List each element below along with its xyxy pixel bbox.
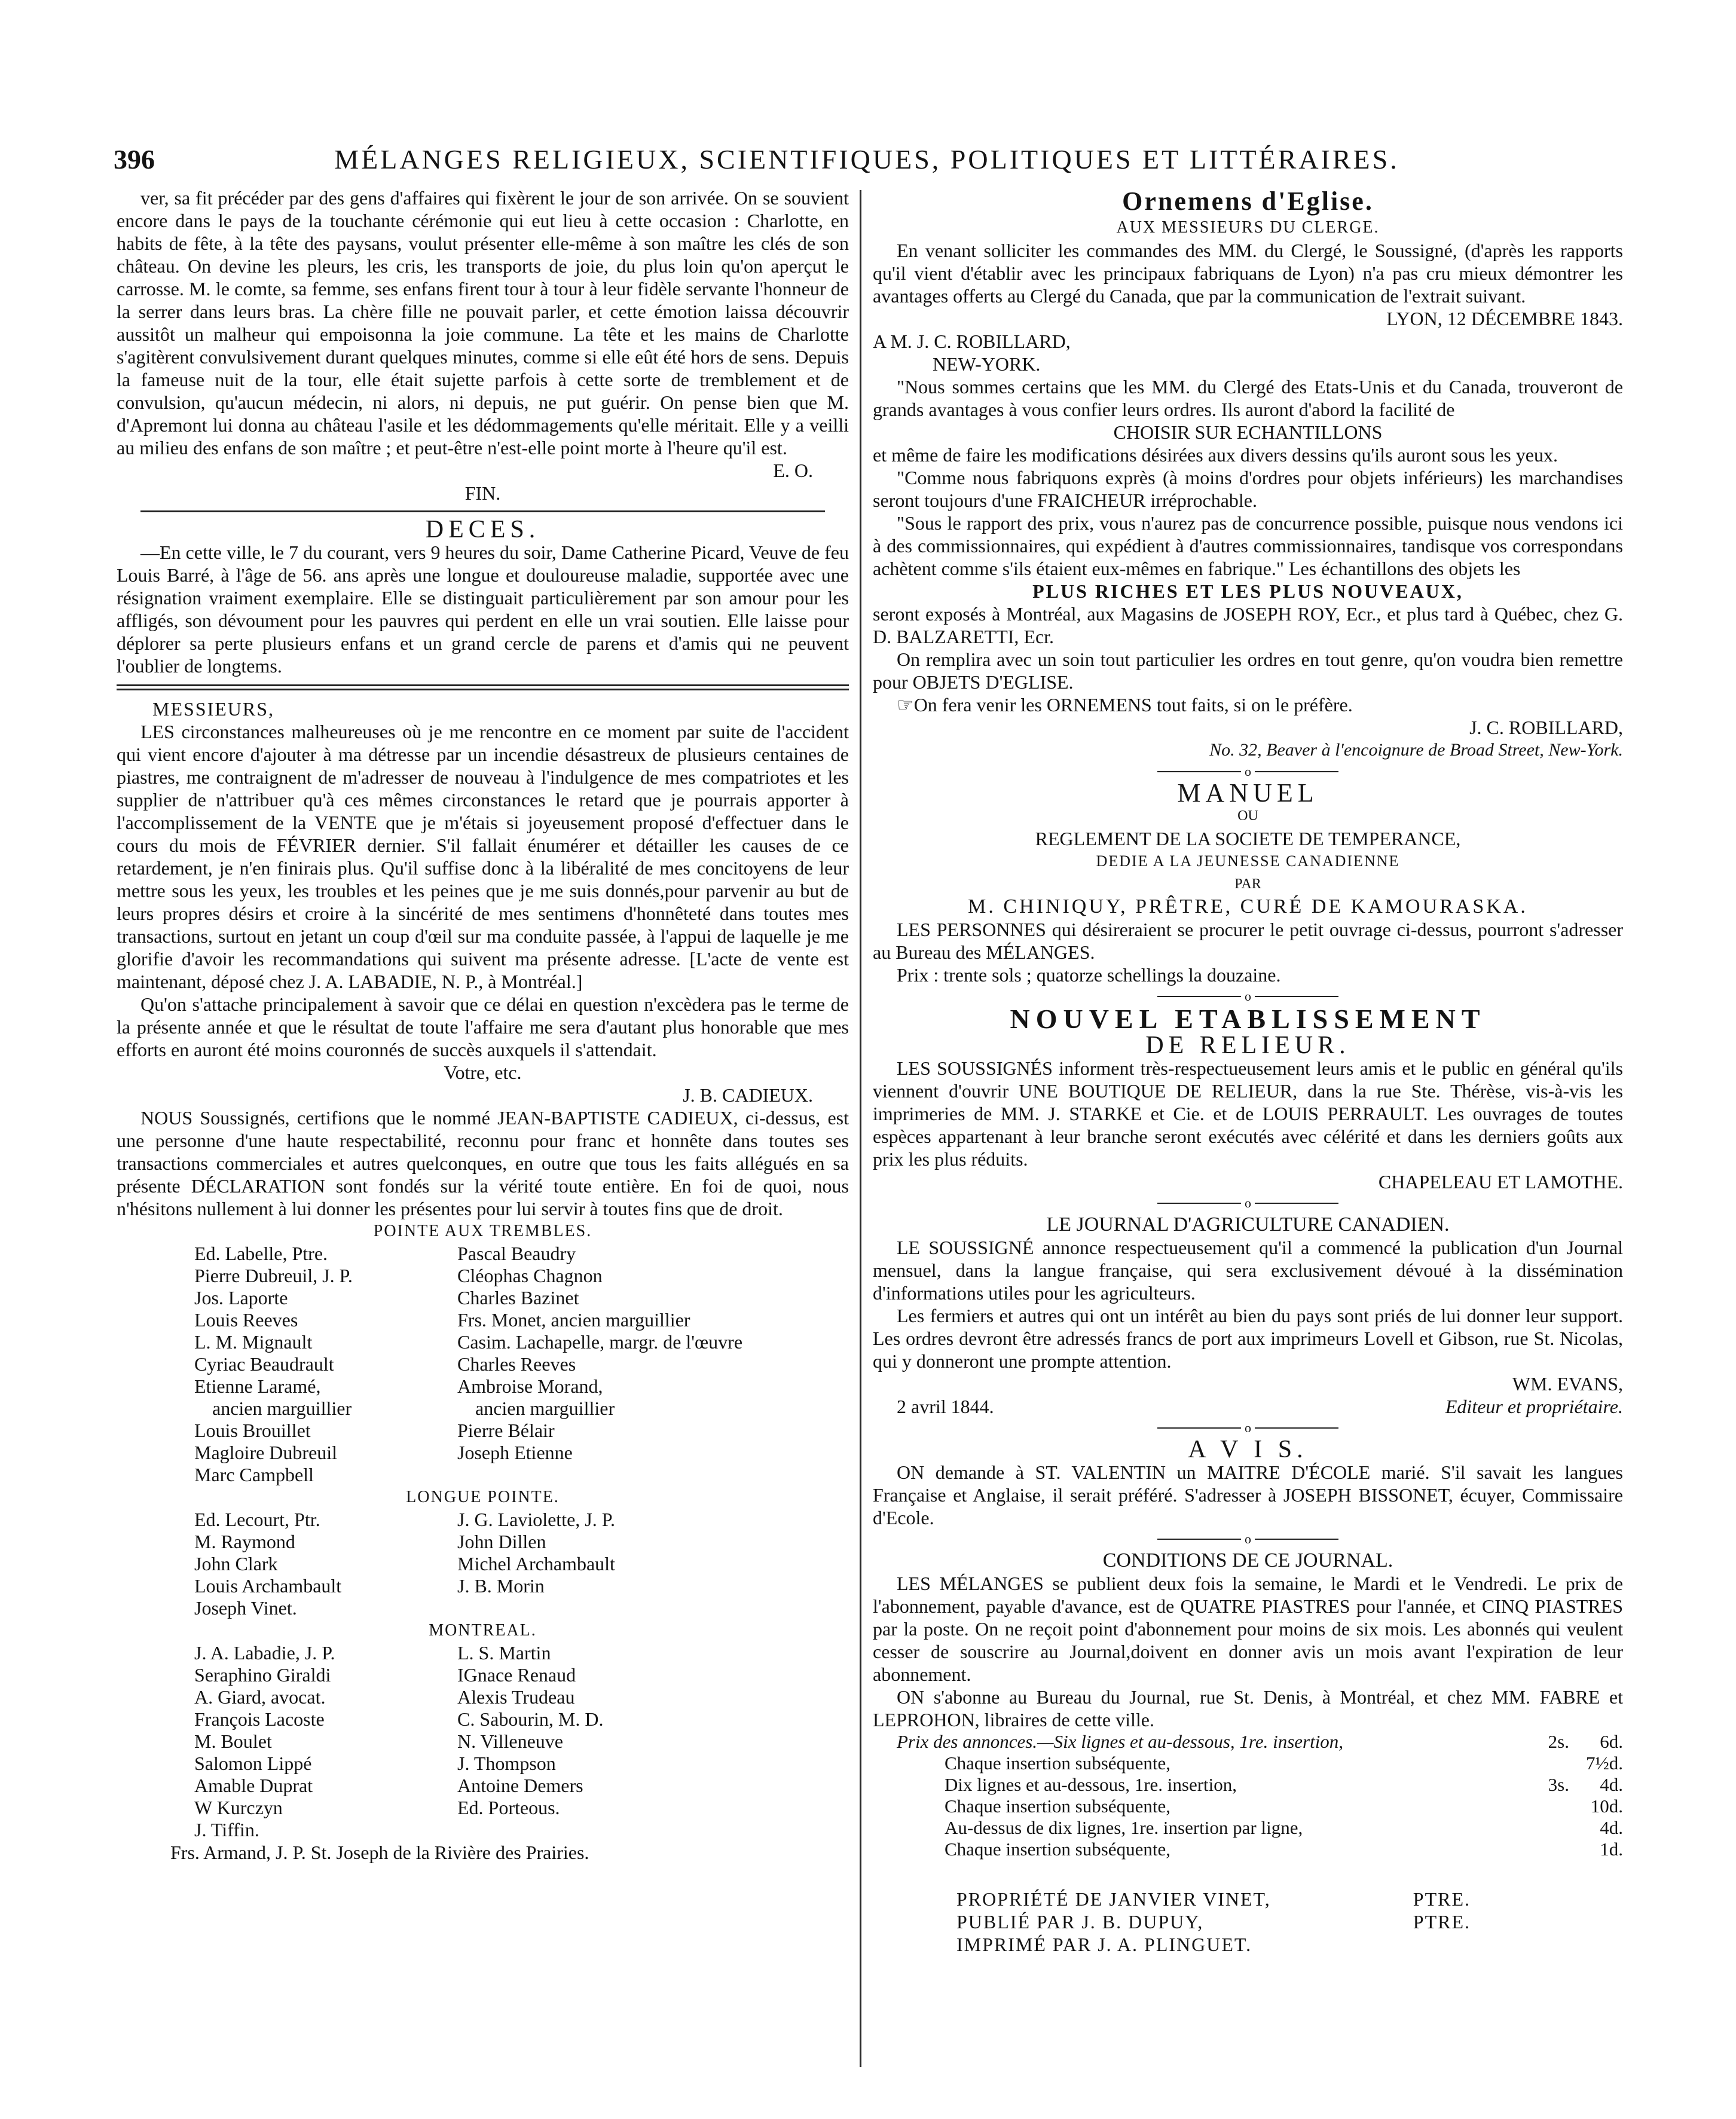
ornemens-title: Ornemens d'Eglise. <box>1122 186 1374 216</box>
ornemens-address: No. 32, Beaver à l'encoignure de Broad Street, New-York. <box>1209 740 1623 760</box>
name-entry: M. Raymond <box>194 1531 295 1552</box>
footer-signatory: Frs. Armand, J. P. St. Joseph de la Rivière des Prairies. <box>170 1842 589 1863</box>
page-header <box>114 143 1620 191</box>
manuel-title: MANUEL <box>1177 778 1319 808</box>
imprint-text: PUBLIÉ PAR J. B. DUPUY, <box>956 1911 1204 1933</box>
conditions-p1: LES MÉLANGES se publient deux fois la semaine, le Mardi et le Vendredi. Le prix de l'abonnement, payable d'avance, est de QUATRE PIASTRES pour l'année, et CINQ PIASTRES par la poste. On ne reçoit point d'abonnement pour moins de six mois. Les abonnés qui veulent cesser de souscrire au Journal,doivent en donner avis un mois avant l'expiration de leur abonnement. <box>873 1573 1623 1685</box>
name-entry: Pierre Dubreuil, J. P. <box>194 1265 353 1286</box>
manuel-notice: LES PERSONNES qui désireraient se procurer le petit ouvrage ci-dessus, pourront s'adresser au Bureau des MÉLANGES. <box>873 919 1623 963</box>
name-entry: Alexis Trudeau <box>457 1686 575 1708</box>
name-entry: IGnace Renaud <box>457 1664 576 1686</box>
name-entry: Charles Bazinet <box>457 1287 579 1308</box>
conditions-p2: ON s'abonne au Bureau du Journal, rue St. Denis, à Montréal, et chez MM. FABRE et LEPROHON, libraires de cette ville. <box>873 1686 1623 1730</box>
name-entry: Seraphino Giraldi <box>194 1664 331 1686</box>
relieur-subtitle: DE RELIEUR. <box>1145 1032 1350 1059</box>
name-entry <box>457 1819 849 1841</box>
story-signature: E. O. <box>773 460 813 481</box>
ornemens-caps: CHOISIR SUR ECHANTILLONS <box>1113 421 1383 443</box>
avis-title: A V I S. <box>1188 1436 1308 1463</box>
manuel-line-2: DEDIE A LA JEUNESSE CANADIENNE <box>1096 852 1400 870</box>
ornament-rule: o <box>873 989 1623 1004</box>
journal-agri-date: 2 avril 1844. <box>897 1396 994 1417</box>
name-entry: Charles Reeves <box>457 1353 576 1375</box>
ornemens-signature: J. C. ROBILLARD, <box>1469 717 1623 738</box>
ornemens-quote-3: "Comme nous fabriquons exprès (à moins d'ordres pour objets inférieurs) les marchandises seront toujours d'une FRAICHEUR irréprochable. <box>873 467 1623 511</box>
name-entry: François Lacoste <box>194 1708 325 1730</box>
ornemens-subtitle: AUX MESSIEURS DU CLERGE. <box>1116 218 1380 237</box>
rate-label: Prix des annonces.—Six lignes et au-dessous, 1re. insertion, <box>897 1731 1344 1752</box>
name-entry: Cyriac Beaudrault <box>194 1353 334 1375</box>
name-entry: John Dillen <box>457 1531 546 1552</box>
name-entry: Cléophas Chagnon <box>457 1265 603 1286</box>
section-rule <box>140 510 825 512</box>
left-column <box>117 186 849 2076</box>
imprint-title: PTRE. <box>1413 1911 1471 1933</box>
manuel-line-1: REGLEMENT DE LA SOCIETE DE TEMPERANCE, <box>1035 828 1461 849</box>
column-divider <box>860 190 861 2067</box>
name-entry: Michel Archambault <box>457 1553 615 1574</box>
name-entry: Jos. Laporte <box>194 1287 288 1308</box>
rate-pence: 10d. <box>1590 1796 1623 1817</box>
name-entry <box>457 1597 849 1619</box>
names-longue-pointe <box>194 1509 849 1619</box>
name-entry: John Clark <box>194 1553 278 1574</box>
advert-rates-table <box>897 1731 1623 1860</box>
name-entry: Joseph Etienne <box>457 1442 573 1463</box>
rate-shillings: 2s. <box>1548 1731 1569 1752</box>
rate-label: Chaque insertion subséquente, <box>945 1839 1170 1860</box>
rate-pence: 4d. <box>1600 1774 1623 1795</box>
name-entry: L. S. Martin <box>457 1642 551 1664</box>
name-entry: J. Tiffin. <box>194 1819 259 1840</box>
manuel-ou: OU <box>1237 808 1258 824</box>
ornemens-quote-1: "Nous sommes certains que les MM. du Clergé des Etats-Unis et du Canada, trouveront de grands avantages à vous confier leurs ordres. Ils auront d'abord la facilité de <box>873 376 1623 420</box>
name-entry: Magloire Dubreuil <box>194 1442 338 1463</box>
rate-pence: 6d. <box>1600 1731 1623 1752</box>
name-entry: J. G. Laviolette, J. P. <box>457 1509 615 1530</box>
ornemens-quote-2: et même de faire les modifications désirées aux divers dessins qu'ils auront sous les yeux. <box>873 444 1558 466</box>
name-entry: Casim. Lachapelle, margr. de l'œuvre <box>457 1331 743 1353</box>
page-number: 396 <box>114 144 155 175</box>
rate-shillings: 3s. <box>1548 1774 1569 1795</box>
manuel-price: Prix : trente sols ; quatorze schellings la douzaine. <box>897 964 1281 986</box>
imprint <box>956 1888 1471 1956</box>
group-title-pointe: POINTE AUX TREMBLES. <box>373 1222 592 1240</box>
imprint-text: IMPRIMÉ PAR J. A. PLINGUET. <box>956 1934 1252 1955</box>
rate-label: Chaque insertion subséquente, <box>945 1796 1170 1817</box>
manuel-par: PAR <box>1234 876 1261 892</box>
name-entry: Frs. Monet, ancien marguillier <box>457 1309 690 1331</box>
name-entry: Pierre Bélair <box>457 1420 555 1441</box>
ornemens-exposes: seront exposés à Montréal, aux Magasins de JOSEPH ROY, Ecr., et plus tard à Québec, chez G. D. BALZARETTI, Ecr. <box>873 603 1623 647</box>
imprint-line <box>956 1888 1471 1910</box>
ornament-rule: o <box>873 1420 1623 1436</box>
right-column <box>873 186 1623 2076</box>
ornament-rule: o <box>873 1195 1623 1211</box>
relieur-signature: CHAPELEAU ET LAMOTHE. <box>1378 1171 1623 1192</box>
ornament-rule: o <box>873 764 1623 779</box>
rate-pence: 4d. <box>1600 1817 1623 1838</box>
deces-notice: —En cette ville, le 7 du courant, vers 9 heures du soir, Dame Catherine Picard, Veuve de feu Louis Barré, à l'âge de 56. ans après une longue et douloureuse maladie, supportée avec une résignation vraiment exemplaire. Elle se distinguait particulièrement par son amour pour les affligés, son dévoument pour les pauvres qui perdent en elle un vrai soutien. Elle laisse pour déplorer sa perte plusieurs enfans et un grand cercle de parens et d'amis qui ne peuvent l'oublier de longtems. <box>117 542 849 677</box>
journal-agri-p1: LE SOUSSIGNÉ annonce respectueusement qu'il a commencé la publication d'un Journal mensuel, dans la langue française, qui sera exclusivement dévoué à la dissémination d'informations utiles pour les agriculteurs. <box>873 1237 1623 1304</box>
certificate: NOUS Soussignés, certifions que le nommé JEAN-BAPTISTE CADIEUX, ci-dessus, est une personne d'une haute respectabilité, reconnu pour franc et honnête dans toutes ses transactions commerciales et autres quelconques, en outre que tous les faits allégués en sa présente DÉCLARATION sont fondés sur la vérité toute entière. En foi de quoi, nous n'hésitons nullement à lui donner les présentes pour lui servir à toutes fins que de droit. <box>117 1107 849 1219</box>
name-entry: ancien marguillier <box>212 1398 352 1419</box>
relieur-title: NOUVEL ETABLISSEMENT <box>1010 1004 1486 1034</box>
journal-title: MÉLANGES RELIGIEUX, SCIENTIFIQUES, POLITIQUES ET LITTÉRAIRES. <box>334 144 1399 175</box>
ornemens-plus-riches: PLUS RICHES ET LES PLUS NOUVEAUX, <box>1032 580 1463 602</box>
name-entry: Etienne Laramé, <box>194 1375 321 1397</box>
letter-paragraph-2: Qu'on s'attache principalement à savoir que ce délai en question n'excèdera pas le terme de la présente année et que le résultat de toute l'affaire me sera d'autant plus honorable que mes efforts en auront été moins couronnés de succès auxquels il s'attendait. <box>117 993 849 1060</box>
name-entry: Antoine Demers <box>457 1775 583 1796</box>
imprint-title: PTRE. <box>1413 1888 1471 1910</box>
journal-agri-title: LE JOURNAL D'AGRICULTURE CANADIEN. <box>1046 1213 1450 1236</box>
name-entry: Louis Brouillet <box>194 1420 311 1441</box>
name-entry <box>457 1464 849 1486</box>
name-entry: Louis Archambault <box>194 1575 342 1597</box>
names-pointe <box>194 1243 849 1486</box>
address-line-2: NEW-YORK. <box>933 353 1041 375</box>
name-entry: Amable Duprat <box>194 1775 313 1796</box>
name-entry: J. A. Labadie, J. P. <box>194 1642 335 1664</box>
ornament-rule: o <box>873 1531 1623 1547</box>
name-entry: J. Thompson <box>457 1753 556 1774</box>
name-entry: Ed. Porteous. <box>457 1797 560 1818</box>
name-entry: Marc Campbell <box>194 1464 314 1485</box>
ornemens-ordres: On remplira avec un soin tout particulier les ordres en tout genre, qu'on voudra bien remettre pour OBJETS D'EGLISE. <box>873 649 1623 693</box>
ornemens-quote-4: "Sous le rapport des prix, vous n'aurez pas de concurrence possible, puisque nous vendons ici à des commissionnaires, qui expédient à d'autres commissionnaires, tandisque vos correspondans achètent comme s'ils étaient eux-mêmes en fabrique." Les échantillons des objets les <box>873 512 1623 579</box>
name-entry: N. Villeneuve <box>457 1730 563 1752</box>
story-ending: ver, sa fit précéder par des gens d'affaires qui fixèrent le jour de son arrivée. On se souvient encore dans le pays de la touchante cérémonie qui eut lieu à cette occasion : Charlotte, en habits de fête, à la tête des paysans, voulut présenter elle-même à son maître les clés de son château. On devine les pleurs, les cris, les transports de joie, du plus loin qu'on aperçut le carrosse. M. le comte, sa femme, ses enfans firent tour à tour à leur fidèle servante l'honneur de la serrer dans leurs bras. La chère fille ne pouvait parler, et cette émotion laissa découvrir aussitôt un malheur qui empoisonna la joie commune. La tête et les mains de Charlotte s'agitèrent convulsivement durant quelques minutes, comme si elle eût été hors de sens. Depuis la fameuse nuit de la tour, elle était sujette parfois à cette sorte de tremblement et de convulsion, qu'aucun médecin, ni alors, ni depuis, ne put guérir. On pense bien que M. d'Apremont lui donna au château l'asile et les dédommagements qu'elle méritait. Elle y a veilli au milieu des enfans de son maître ; et peut-être n'est-elle point morte à l'heure qu'il est. <box>117 187 849 458</box>
avis-notice: ON demande à ST. VALENTIN un MAITRE D'ÉCOLE marié. S'il savait les langues Française et Anglaise, il serait préféré. S'adresser à JOSEPH BISSONET, écuyer, Commissaire d'Ecole. <box>873 1461 1623 1528</box>
names-montreal <box>194 1642 849 1841</box>
fin-mark: FIN. <box>464 482 501 504</box>
ornemens-note: ☞On fera venir les ORNEMENS tout faits, si on le préfère. <box>897 694 1353 715</box>
journal-agri-signature: WM. EVANS, <box>1512 1373 1623 1395</box>
rate-shillings <box>1515 1817 1569 1839</box>
name-entry: M. Boulet <box>194 1730 272 1752</box>
rate-pence: 1d. <box>1600 1839 1623 1860</box>
name-entry: Pascal Beaudry <box>457 1243 576 1264</box>
name-entry: Ed. Labelle, Ptre. <box>194 1243 328 1264</box>
rate-label: Au-dessus de dix lignes, 1re. insertion par ligne, <box>945 1817 1303 1838</box>
rate-shillings <box>1515 1839 1569 1860</box>
name-entry: ancien marguillier <box>475 1398 615 1419</box>
name-entry: W Kurczyn <box>194 1797 283 1818</box>
imprint-text: PROPRIÉTÉ DE JANVIER VINET, <box>956 1888 1271 1910</box>
relieur-notice: LES SOUSSIGNÉS informent très-respectueusement leurs amis et le public en général qu'ils viennent d'ouvrir UNE BOUTIQUE DE RELIEUR, dans la rue Ste. Thérèse, vis-à-vis les imprimeries de MM. J. STARKE et Cie. et de LOUIS PERRAULT. Les ouvrages de toutes espèces appartenant à leur branche seront exécutés avec célérité et dans les derniers goûts aux prix les plus réduits. <box>873 1057 1623 1170</box>
name-entry: Salomon Lippé <box>194 1753 312 1774</box>
name-entry: C. Sabourin, M. D. <box>457 1708 604 1730</box>
name-entry: Ed. Lecourt, Ptr. <box>194 1509 320 1530</box>
name-entry: J. B. Morin <box>457 1575 545 1597</box>
name-entry: Louis Reeves <box>194 1309 298 1331</box>
conditions-title: CONDITIONS DE CE JOURNAL. <box>1102 1549 1393 1571</box>
name-entry: A. Giard, avocat. <box>194 1686 326 1708</box>
journal-agri-role: Editeur et propriétaire. <box>1445 1396 1623 1417</box>
rate-pence: 7½d. <box>1586 1753 1623 1774</box>
rate-shillings <box>1515 1753 1569 1774</box>
rate-shillings <box>1515 1796 1569 1817</box>
letter-signer: J. B. CADIEUX. <box>683 1084 813 1106</box>
journal-agri-footer <box>873 1395 1623 1418</box>
deces-title: DECES. <box>425 516 540 543</box>
letter-paragraph-1: LES circonstances malheureuses où je me rencontre en ce moment par suite de l'accident qui vient encore d'ajouter à ma détresse par un incendie désastreux de plusieurs centaines de piastres, me contraignent de m'adresser de nouveau à l'indulgence de mes compatriotes et les supplier de n'attribuer qu'à ces mêmes circonstances le retard que je pourrais apporter à l'accomplissement de la VENTE que je m'étais si joyeusement proposé d'effectuer dans le cours du mois de FÉVRIER dernier. S'il fallait énumérer et détailler les causes de ce retardement, je n'en finirais plus. Qu'il suffise donc à la libéralité de mes concitoyens de leur mettre sous les yeux, les troubles et les peines que je me suis donnés,pour parvenir au but de leurs propres désirs et croire à la sincérité de mes sentimens d'honnêteté dans toutes mes transactions, surtout en jetant un coup d'œil sur ma conduite passée, à l'appui de laquelle je me glorifie d'avoir les recommandations qui suivent ma présente adresse. [L'acte de vente est maintenant, déposé chez J. A. LABADIE, N. P., à Montréal.] <box>117 721 849 992</box>
rate-label: Chaque insertion subséquente, <box>945 1753 1170 1774</box>
manuel-author: M. CHINIQUY, PRÊTRE, CURÉ DE KAMOURASKA. <box>968 895 1528 918</box>
imprint-line <box>956 1910 1471 1933</box>
name-entry: L. M. Mignault <box>194 1331 313 1353</box>
ornemens-date: LYON, 12 DÉCEMBRE 1843. <box>1386 308 1623 329</box>
group-title-montreal: MONTREAL. <box>429 1621 537 1640</box>
ornemens-intro: En venant solliciter les commandes des MM. du Clergé, le Soussigné, (d'après les rapports qu'il vient d'établir avec les principaux fabriquans de Lyon) n'a pas cru mieux démontrer les avantages offerts au Clergé du Canada, que par la communication de l'extrait suivant. <box>873 240 1623 307</box>
letter-salutation: MESSIEURS, <box>152 698 275 720</box>
letter-closing: Votre, etc. <box>444 1062 522 1083</box>
journal-agri-p2: Les fermiers et autres qui ont un intérêt au bien du pays sont priés de lui donner leur support. Les ordres devront être adressés francs de port aux imprimeurs Lovell et Gibson, rue St. Nicolas, qui y donneront une prompte attention. <box>873 1305 1623 1372</box>
address-line-1: A M. J. C. ROBILLARD, <box>873 331 1071 352</box>
rate-label: Dix lignes et au-dessous, 1re. insertion, <box>945 1774 1237 1795</box>
name-entry: Joseph Vinet. <box>194 1597 297 1619</box>
name-entry: Ambroise Morand, <box>457 1375 603 1397</box>
imprint-line <box>956 1933 1471 1956</box>
double-rule <box>117 684 849 690</box>
group-title-longue: LONGUE POINTE. <box>406 1488 560 1506</box>
